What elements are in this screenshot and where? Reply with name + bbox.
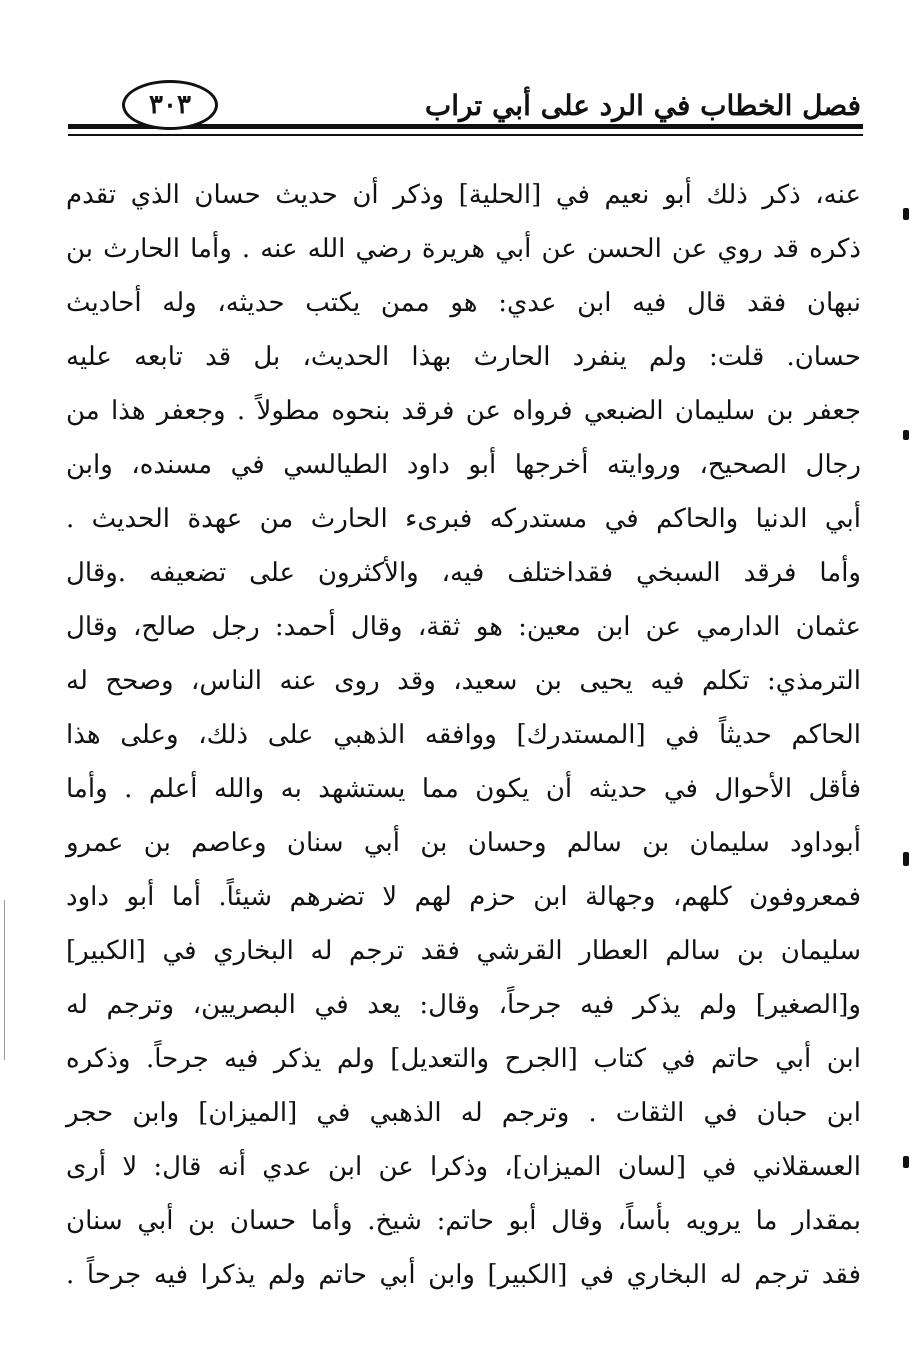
text-line: الحاكم حديثاً في [المستدرك] ووافقه الذهبي على ذلك، وعلى هذا <box>66 720 861 750</box>
text-line: حسان. قلت: ولم ينفرد الحارث بهذا الحديث، بل قد تابعه عليه <box>66 342 861 372</box>
text-line: وأما فرقد السبخي فقداختلف فيه، والأكثرون على تضعيفه .وقال <box>66 558 861 588</box>
text-line: ذكره قد روي عن الحسن عن أبي هريرة رضي الله عنه . وأما الحارث بن <box>66 234 861 264</box>
text-line: نبهان فقد قال فيه ابن عدي: هو ممن يكتب حديثه، وله أحاديث <box>66 288 861 318</box>
text-line: فمعروفون كلهم، وجهالة ابن حزم لهم لا تضرهم شيئاً. أما أبو داود <box>66 882 861 912</box>
body-text <box>66 168 861 1302</box>
text-line: عنه، ذكر ذلك أبو نعيم في [الحلية] وذكر أن حديث حسان الذي تقدم <box>66 180 861 210</box>
header-rule-thin <box>68 134 863 136</box>
margin-mark <box>903 1156 909 1168</box>
text-line: أبوداود سليمان بن سالم وحسان بن أبي سنان وعاصم بن عمرو <box>66 828 861 858</box>
page-number: ٣٠٣ <box>122 80 218 130</box>
text-line: الترمذي: تكلم فيه يحيى بن سعيد، وقد روى عنه الناس، وصحح له <box>66 666 861 696</box>
margin-mark <box>903 430 909 440</box>
text-line: و[الصغير] ولم يذكر فيه جرحاً، وقال: يعد في البصريين، وترجم له <box>66 990 861 1020</box>
text-line: ابن أبي حاتم في كتاب [الجرح والتعديل] ولم يذكر فيه جرحاً. وذكره <box>66 1044 861 1074</box>
text-line: فأقل الأحوال في حديثه أن يكون مما يستشهد به والله أعلم . وأما <box>66 774 861 804</box>
text-line: العسقلاني في [لسان الميزان]، وذكرا عن ابن عدي أنه قال: لا أرى <box>66 1152 861 1182</box>
margin-mark <box>903 852 909 866</box>
running-title: فصل الخطاب في الرد على أبي تراب <box>424 89 861 122</box>
text-line: عثمان الدارمي عن ابن معين: هو ثقة، وقال أحمد: رجل صالح، وقال <box>66 612 861 642</box>
text-line: رجال الصحيح، وروايته أخرجها أبو داود الطيالسي في مسنده، وابن <box>66 450 861 480</box>
text-line: جعفر بن سليمان الضبعي فرواه عن فرقد بنحوه مطولاً . وجعفر هذا من <box>66 396 861 426</box>
margin-mark <box>903 208 909 220</box>
text-line: سليمان بن سالم العطار القرشي فقد ترجم له البخاري في [الكبير] <box>66 936 861 966</box>
text-line: أبي الدنيا والحاكم في مستدركه فبرىء الحارث من عهدة الحديث . <box>66 504 861 534</box>
text-line: بمقدار ما يرويه بأساً، وقال أبو حاتم: شيخ. وأما حسان بن أبي سنان <box>66 1206 861 1236</box>
scan-edge-line <box>4 900 5 1060</box>
text-line: ابن حبان في الثقات . وترجم له الذهبي في [الميزان] وابن حجر <box>66 1098 861 1128</box>
text-line: فقد ترجم له البخاري في [الكبير] وابن أبي حاتم ولم يذكرا فيه جرحاً . <box>66 1260 861 1290</box>
